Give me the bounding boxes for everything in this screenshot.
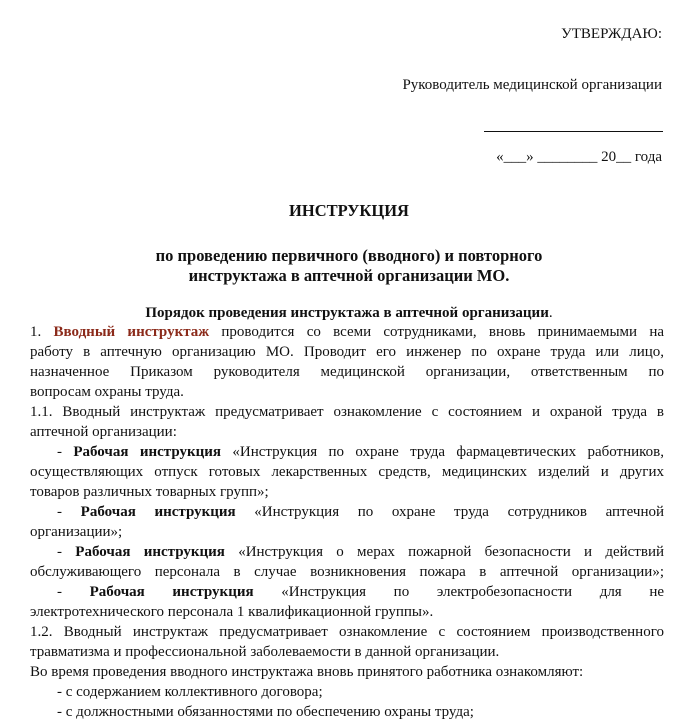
subtitle-line-2: инструктажа в аптечной организации МО.: [188, 266, 510, 285]
instr3-line-1: - Рабочая инструкция «Инструкция о мерах пожарной безопасности и действий: [57, 544, 664, 560]
bullet-1: - с содержанием коллективного договора;: [57, 684, 323, 700]
instr1-line-2: осуществляющих отпуск готовых лекарственных средств, медицинских изделий и других: [30, 464, 664, 480]
instr4-line-2: электротехнического персонала 1 квалификационной группы».: [30, 604, 434, 620]
signature-line: [484, 131, 663, 132]
p13-line-1: Во время проведения вводного инструктажа вновь принятого работника ознакомляют:: [30, 664, 584, 680]
instr2-line-1: - Рабочая инструкция «Инструкция по охране труда сотрудников аптечной: [57, 504, 664, 520]
instr3-line-2: обслуживающего персонала в случае возникновения пожара в аптечной организации»;: [30, 564, 664, 580]
document-body: [30, 322, 664, 722]
bullet-2: - с должностными обязанностями по обеспечению охраны труда;: [57, 704, 474, 720]
p1-line-2: работу в аптечную организацию МО. Проводит его инженер по охране труда или лицо,: [30, 344, 664, 360]
p1-line-3: назначенное Приказом руководителя медицинской организации, ответственным по: [30, 364, 664, 380]
instr1-line-1: - Рабочая инструкция «Инструкция по охране труда фармацевтических работников,: [57, 444, 664, 460]
p12-line-1: 1.2. Вводный инструктаж предусматривает ознакомление с состоянием производственного: [30, 624, 664, 640]
head-title: Руководитель медицинской организации: [402, 77, 662, 93]
highlight-term: Вводный инструктаж: [53, 324, 210, 340]
p1-line-4: вопросам охраны труда.: [30, 384, 184, 400]
instr1-line-3: товаров различных товарных групп»;: [30, 484, 269, 500]
p12-line-2: травматизма и профессиональной заболеваемости в данной организации.: [30, 644, 500, 660]
p11-line-2: аптечной организации:: [30, 424, 177, 440]
p1-line-1: 1. Вводный инструктаж проводится со всеми сотрудниками, вновь принимаемыми на: [30, 324, 664, 340]
subtitle-line-1: по проведению первичного (вводного) и повторного: [155, 246, 543, 265]
instr4-line-1: - Рабочая инструкция «Инструкция по электробезопасности для не: [57, 584, 664, 600]
p11-line-1: 1.1. Вводный инструктаж предусматривает ознакомление с состоянием и охраной труда в: [30, 404, 664, 420]
approve-label: УТВЕРЖДАЮ:: [561, 26, 662, 42]
section-heading: Порядок проведения инструктажа в аптечной организации.: [145, 305, 553, 321]
instr2-line-2: организации»;: [30, 524, 123, 540]
document-title: ИНСТРУКЦИЯ: [289, 201, 409, 220]
date-line: «___» ________ 20__ года: [496, 149, 662, 165]
